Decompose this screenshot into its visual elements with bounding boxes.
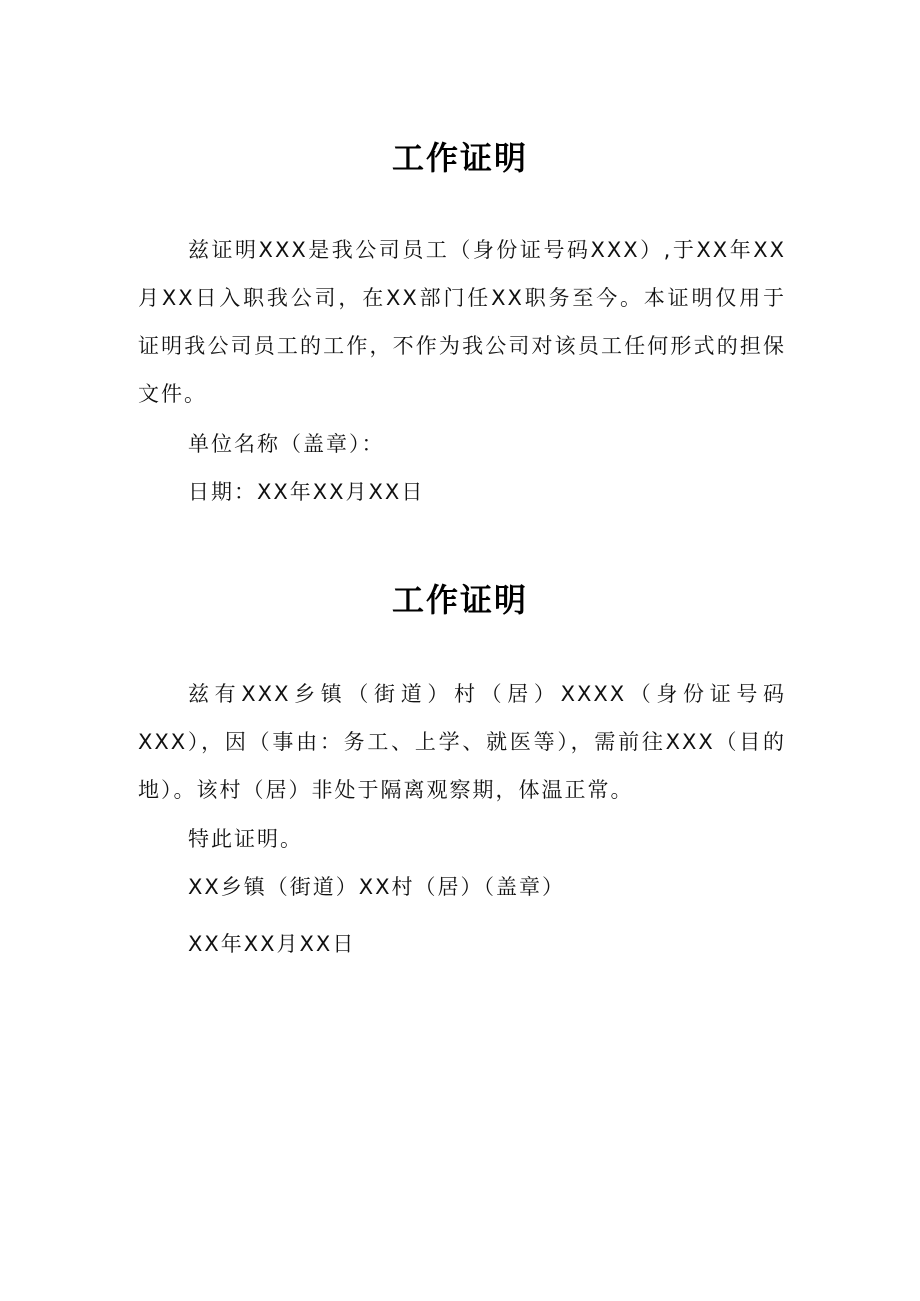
certificate-1-title: 工作证明 xyxy=(391,139,528,177)
certificate-2-org-line: XX乡镇（街道）XX村（居）（盖章） xyxy=(188,875,566,899)
certificate-1-date-line: 日期：XX年XX月XX日 xyxy=(188,480,425,504)
certificate-2-body: 兹有XXX乡镇（街道）村（居）XXXX（身份证号码XXX），因（事由：务工、上学、就医等），需前往XXX（目的地）。该村（居）非处于隔离观察期，体温正常。 xyxy=(138,682,786,802)
certificate-2-date-line: XX年XX月XX日 xyxy=(188,932,356,956)
certificate-1-body: 兹证明XXX是我公司员工（身份证号码XXX）,于XX年XX月XX日入职我公司，在XX部门任XX职务至今。本证明仅用于证明我公司员工的工作，不作为我公司对该员工任何形式的担保文件。 xyxy=(138,238,786,406)
certificate-2-title: 工作证明 xyxy=(391,581,528,619)
certificate-1-unit-line: 单位名称（盖章）： xyxy=(188,432,385,456)
certificate-2-special-line: 特此证明。 xyxy=(188,827,303,851)
